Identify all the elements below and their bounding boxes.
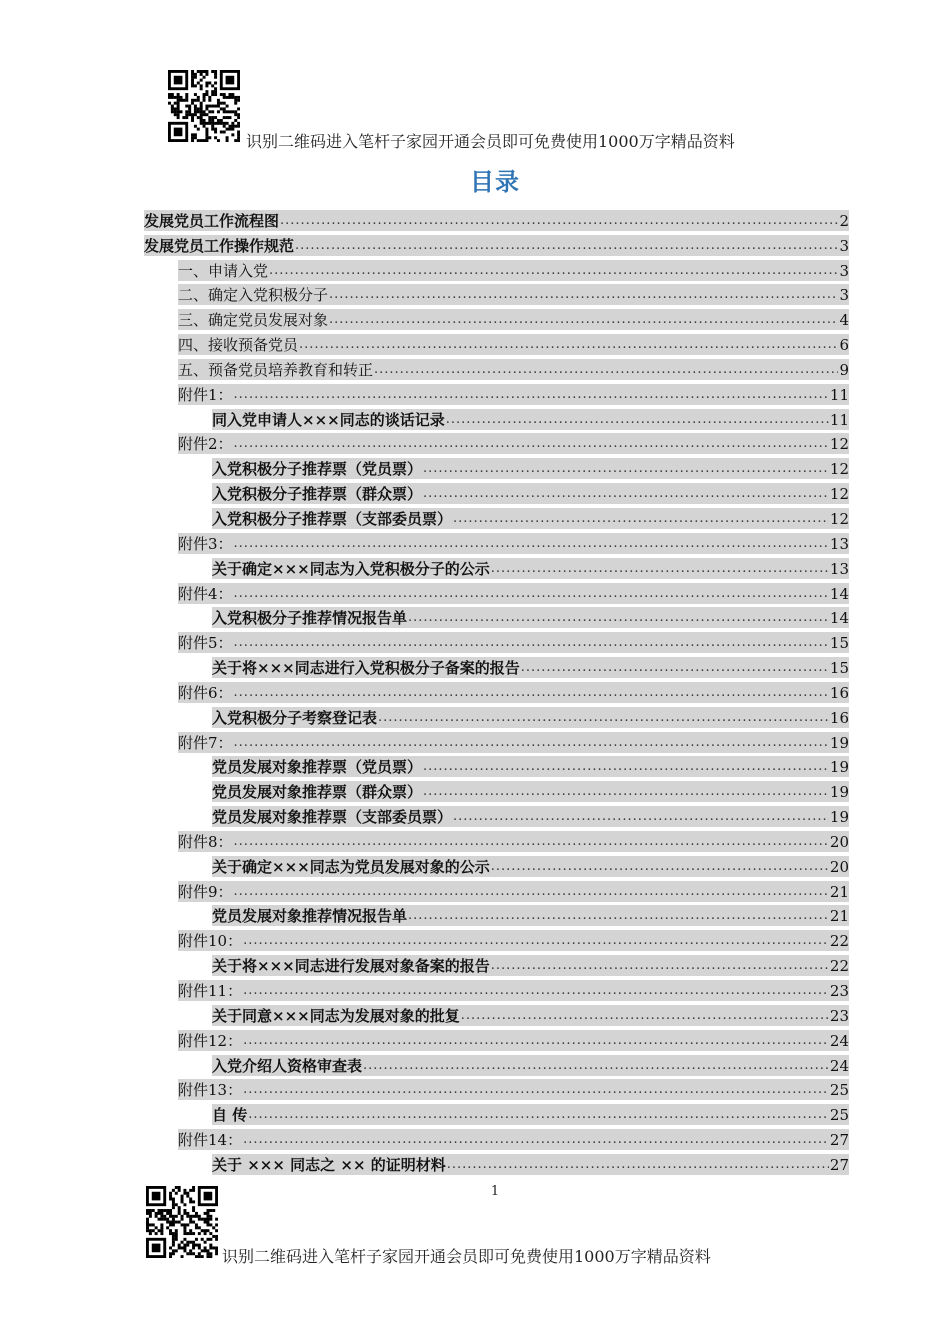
toc-leader-dots bbox=[234, 385, 829, 405]
toc-leader-dots bbox=[234, 534, 829, 554]
toc-leader-dots bbox=[453, 509, 829, 529]
toc-entry[interactable] bbox=[144, 579, 849, 604]
toc-leader-dots bbox=[491, 857, 829, 877]
toc-entry-page: 22 bbox=[829, 957, 849, 976]
toc-entry-label: 附件13： bbox=[178, 1081, 243, 1100]
toc-leader-dots bbox=[408, 906, 829, 926]
toc-entry[interactable] bbox=[144, 753, 849, 778]
toc-leader-dots bbox=[423, 782, 829, 802]
toc-entry[interactable] bbox=[144, 454, 849, 479]
toc-entry-page: 12 bbox=[829, 485, 849, 504]
toc-entry-label: 四、接收预备党员 bbox=[178, 336, 299, 355]
toc-entry-page: 11 bbox=[829, 385, 849, 404]
toc-entry-label: 发展党员工作操作规范 bbox=[144, 236, 295, 255]
toc-leader-dots bbox=[234, 832, 829, 852]
toc-entry[interactable] bbox=[144, 1026, 849, 1051]
qr-code-icon[interactable] bbox=[168, 70, 240, 142]
toc-entry[interactable] bbox=[144, 604, 849, 629]
toc-entry-page: 15 bbox=[829, 634, 849, 653]
toc-entry-page: 2 bbox=[839, 211, 849, 230]
toc-entry-label: 关于确定×××同志为入党积极分子的公示 bbox=[212, 559, 490, 578]
toc-entry[interactable] bbox=[144, 1001, 849, 1026]
table-of-contents bbox=[144, 206, 849, 1175]
toc-entry[interactable] bbox=[144, 1125, 849, 1150]
toc-entry-label: 入党积极分子推荐情况报告单 bbox=[212, 609, 408, 628]
toc-entry-label: 附件7： bbox=[178, 733, 233, 752]
toc-leader-dots bbox=[446, 410, 829, 430]
toc-entry[interactable] bbox=[144, 330, 849, 355]
toc-entry-page: 19 bbox=[829, 733, 849, 752]
toc-entry[interactable] bbox=[144, 678, 849, 703]
toc-leader-dots bbox=[243, 1080, 829, 1100]
toc-leader-dots bbox=[408, 608, 829, 628]
toc-leader-dots bbox=[234, 683, 829, 703]
toc-entry-page: 16 bbox=[829, 708, 849, 727]
toc-entry-page: 21 bbox=[829, 882, 849, 901]
toc-entry[interactable] bbox=[144, 777, 849, 802]
toc-entry-label: 入党积极分子推荐票（群众票） bbox=[212, 485, 423, 504]
toc-entry-page: 3 bbox=[839, 286, 849, 305]
toc-entry-page: 23 bbox=[829, 1006, 849, 1025]
toc-entry[interactable] bbox=[144, 1051, 849, 1076]
toc-entry[interactable] bbox=[144, 1076, 849, 1101]
toc-entry-page: 24 bbox=[829, 1056, 849, 1075]
toc-leader-dots bbox=[234, 882, 829, 902]
toc-entry-label: 党员发展对象推荐票（群众票） bbox=[212, 783, 423, 802]
toc-leader-dots bbox=[234, 733, 829, 753]
toc-entry-label: 附件12： bbox=[178, 1031, 243, 1050]
toc-entry[interactable] bbox=[144, 902, 849, 927]
toc-entry[interactable] bbox=[144, 728, 849, 753]
toc-entry-label: 二、确定入党积极分子 bbox=[178, 286, 329, 305]
toc-entry-label: 关于 ××× 同志之 ×× 的证明材料 bbox=[212, 1155, 446, 1174]
toc-entry-label: 附件11： bbox=[178, 982, 243, 1000]
toc-entry-page: 14 bbox=[829, 609, 849, 628]
toc-entry-label: 附件8： bbox=[178, 832, 233, 851]
qr-code-icon[interactable] bbox=[146, 1186, 218, 1258]
toc-entry-page: 12 bbox=[829, 509, 849, 528]
toc-leader-dots bbox=[299, 335, 838, 355]
toc-entry-page: 22 bbox=[829, 932, 849, 951]
toc-entry[interactable] bbox=[144, 380, 849, 405]
toc-entry-label: 一、申请入党 bbox=[178, 261, 269, 280]
toc-leader-dots bbox=[491, 956, 829, 976]
toc-entry[interactable] bbox=[144, 430, 849, 455]
toc-entry-page: 13 bbox=[829, 534, 849, 553]
toc-entry-page: 24 bbox=[829, 1031, 849, 1050]
toc-entry-page: 25 bbox=[829, 1106, 849, 1125]
toc-leader-dots bbox=[243, 1031, 829, 1051]
toc-entry-label: 党员发展对象推荐情况报告单 bbox=[212, 907, 408, 926]
footer-banner: 识别二维码进入笔杆子家园开通会员即可免费使用1000万字精品资料 bbox=[222, 1247, 711, 1266]
toc-entry-label: 入党积极分子推荐票（支部委员票） bbox=[212, 509, 453, 528]
toc-entry[interactable] bbox=[144, 305, 849, 330]
toc-entry-page: 27 bbox=[829, 1155, 849, 1174]
toc-entry-page: 20 bbox=[829, 832, 849, 851]
toc-leader-dots bbox=[243, 931, 829, 951]
toc-entry[interactable] bbox=[144, 479, 849, 504]
toc-entry-page: 11 bbox=[829, 410, 849, 429]
toc-entry[interactable] bbox=[144, 355, 849, 380]
toc-entry-label: 关于将×××同志进行发展对象备案的报告 bbox=[212, 957, 490, 976]
toc-leader-dots bbox=[248, 1105, 829, 1125]
toc-entry-label: 关于将×××同志进行入党积极分子备案的报告 bbox=[212, 659, 520, 678]
toc-entry-page: 27 bbox=[829, 1131, 849, 1150]
toc-entry-page: 3 bbox=[839, 261, 849, 280]
toc-entry[interactable] bbox=[144, 1100, 849, 1125]
toc-leader-dots bbox=[378, 708, 829, 728]
toc-leader-dots bbox=[423, 459, 829, 479]
toc-entry-label: 党员发展对象推荐票（支部委员票） bbox=[212, 808, 453, 827]
toc-leader-dots bbox=[269, 261, 838, 281]
toc-entry-page: 6 bbox=[839, 336, 849, 355]
toc-entry-label: 关于同意×××同志为发展对象的批复 bbox=[212, 1006, 460, 1025]
toc-entry-label: 五、预备党员培养教育和转正 bbox=[178, 360, 374, 379]
toc-entry-page: 19 bbox=[829, 758, 849, 777]
toc-leader-dots bbox=[295, 236, 838, 256]
toc-leader-dots bbox=[234, 584, 829, 604]
toc-entry-label: 党员发展对象推荐票（党员票） bbox=[212, 758, 423, 777]
toc-entry[interactable] bbox=[144, 628, 849, 653]
toc-leader-dots bbox=[234, 633, 829, 653]
toc-entry[interactable] bbox=[144, 852, 849, 877]
toc-entry-label: 入党积极分子考察登记表 bbox=[212, 708, 378, 727]
toc-entry-page: 19 bbox=[829, 808, 849, 827]
toc-leader-dots bbox=[329, 310, 838, 330]
toc-entry[interactable] bbox=[144, 206, 849, 231]
toc-leader-dots bbox=[234, 434, 829, 454]
toc-leader-dots bbox=[521, 658, 829, 678]
toc-leader-dots bbox=[374, 360, 838, 380]
toc-entry-page: 16 bbox=[829, 683, 849, 702]
toc-leader-dots bbox=[491, 559, 829, 579]
page-number: 1 bbox=[490, 1184, 500, 1199]
toc-leader-dots bbox=[447, 1155, 829, 1175]
toc-entry-page: 12 bbox=[829, 435, 849, 454]
toc-entry-label: 附件14： bbox=[178, 1131, 243, 1150]
toc-leader-dots bbox=[363, 1056, 829, 1076]
toc-entry[interactable] bbox=[144, 504, 849, 529]
toc-entry[interactable] bbox=[144, 231, 849, 256]
toc-entry-label: 附件4： bbox=[178, 584, 233, 603]
toc-entry[interactable] bbox=[144, 926, 849, 951]
toc-entry-label: 三、确定党员发展对象 bbox=[178, 311, 329, 330]
toc-entry-label: 附件1： bbox=[178, 385, 233, 404]
toc-entry-page: 4 bbox=[839, 311, 849, 330]
toc-entry-page: 13 bbox=[829, 559, 849, 578]
toc-entry-page: 3 bbox=[839, 236, 849, 255]
toc-leader-dots bbox=[243, 981, 829, 1001]
toc-leader-dots bbox=[243, 1130, 829, 1150]
toc-entry-label: 附件6： bbox=[178, 683, 233, 702]
toc-entry-label: 发展党员工作流程图 bbox=[144, 211, 280, 230]
toc-title: 目录 bbox=[470, 167, 520, 196]
toc-entry-page: 19 bbox=[829, 783, 849, 802]
toc-entry-page: 15 bbox=[829, 659, 849, 678]
toc-entry[interactable] bbox=[144, 405, 849, 430]
toc-entry-label: 入党积极分子推荐票（党员票） bbox=[212, 460, 423, 479]
toc-entry-page: 21 bbox=[829, 907, 849, 926]
toc-leader-dots bbox=[453, 807, 829, 827]
toc-leader-dots bbox=[423, 757, 829, 777]
toc-leader-dots bbox=[280, 211, 838, 231]
toc-entry-label: 附件3： bbox=[178, 534, 233, 553]
toc-entry-label: 入党介绍人资格审查表 bbox=[212, 1056, 363, 1075]
toc-entry-page: 12 bbox=[829, 460, 849, 479]
toc-entry[interactable] bbox=[144, 554, 849, 579]
toc-entry-page: 20 bbox=[829, 857, 849, 876]
toc-entry[interactable] bbox=[144, 827, 849, 852]
toc-leader-dots bbox=[423, 484, 829, 504]
header-banner: 识别二维码进入笔杆子家园开通会员即可免费使用1000万字精品资料 bbox=[246, 132, 735, 151]
toc-entry[interactable] bbox=[144, 951, 849, 976]
toc-entry-label: 附件5： bbox=[178, 634, 233, 653]
toc-entry[interactable] bbox=[144, 703, 849, 728]
toc-entry[interactable] bbox=[144, 1150, 849, 1175]
toc-entry-page: 9 bbox=[839, 360, 849, 379]
toc-entry-page: 14 bbox=[829, 584, 849, 603]
toc-entry-page: 25 bbox=[829, 1081, 849, 1100]
toc-entry[interactable] bbox=[144, 281, 849, 306]
toc-leader-dots bbox=[461, 1006, 829, 1026]
toc-entry[interactable] bbox=[144, 877, 849, 902]
toc-leader-dots bbox=[329, 285, 838, 305]
toc-entry-label: 附件9： bbox=[178, 882, 233, 901]
toc-entry-label: 附件10： bbox=[178, 932, 243, 951]
toc-entry[interactable] bbox=[144, 976, 849, 1001]
toc-entry-label: 同入党申请人×××同志的谈话记录 bbox=[212, 410, 445, 429]
toc-entry-page: 23 bbox=[829, 982, 849, 1000]
toc-entry[interactable] bbox=[144, 256, 849, 281]
toc-entry[interactable] bbox=[144, 653, 849, 678]
toc-entry-label: 附件2： bbox=[178, 435, 233, 454]
toc-entry[interactable] bbox=[144, 529, 849, 554]
toc-entry[interactable] bbox=[144, 802, 849, 827]
toc-entry-label: 自 传 bbox=[212, 1106, 248, 1125]
toc-entry-label: 关于确定×××同志为党员发展对象的公示 bbox=[212, 857, 490, 876]
